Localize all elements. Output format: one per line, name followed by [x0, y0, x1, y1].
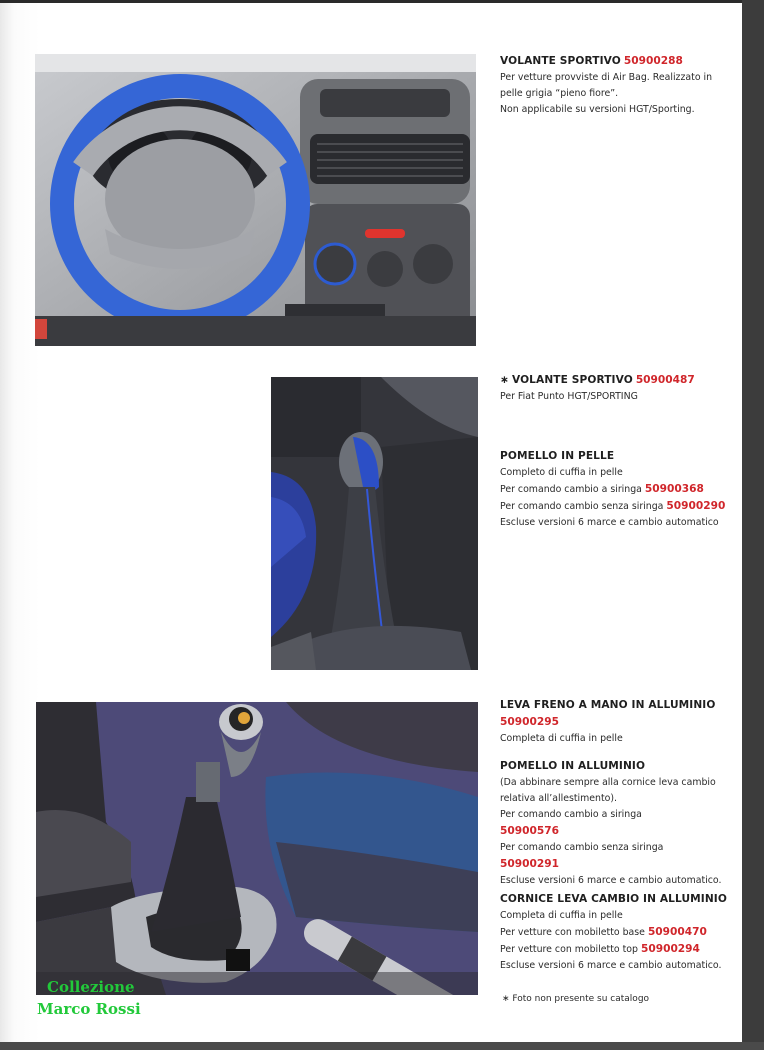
- product-description: pelle grigia “pieno fiore”.: [500, 88, 619, 99]
- variant-text: Per comando cambio senza siringa: [500, 501, 664, 512]
- product-note: Escluse versioni 6 marce e cambio automatico: [500, 517, 719, 528]
- variant-text: Per comando cambio a siringa: [500, 809, 642, 820]
- product-description: Per vetture provviste di Air Bag. Realizzato in: [500, 72, 713, 83]
- photo-aluminium-gear-knob: [36, 702, 478, 995]
- product-title: POMELLO IN PELLE: [500, 450, 615, 462]
- asterisk-marker: ∗: [500, 374, 509, 386]
- product-code: 50900295: [500, 716, 559, 728]
- product-code: 50900290: [666, 500, 726, 512]
- product-variant: [500, 481, 736, 498]
- product-description: Completa di cuffia in pelle: [500, 910, 623, 921]
- product-description: Per Fiat Punto HGT/SPORTING: [500, 391, 638, 402]
- product-description: Completa di cuffia in pelle: [500, 733, 623, 744]
- product-description: Non applicabile su versioni HGT/Sporting.: [500, 104, 695, 115]
- variant-text: Per vetture con mobiletto base: [500, 927, 645, 938]
- product-title: POMELLO IN ALLUMINIO: [500, 760, 646, 772]
- variant-text: Per vetture con mobiletto top: [500, 944, 638, 955]
- product-note: Escluse versioni 6 marce e cambio automatico.: [500, 875, 722, 886]
- product-code: 50900368: [644, 483, 704, 495]
- product-code: 50900576: [500, 825, 559, 837]
- product-code: 50900294: [640, 943, 700, 955]
- product-title: CORNICE LEVA CAMBIO IN ALLUMINIO: [500, 893, 727, 905]
- watermark-collezione: Collezione: [47, 978, 135, 996]
- product-note: Escluse versioni 6 marce e cambio automatico.: [500, 960, 722, 971]
- variant-text: Per comando cambio senza siringa: [500, 842, 664, 853]
- product-cornice-leva-cambio: [500, 891, 736, 974]
- product-title: VOLANTE SPORTIVO: [500, 55, 621, 67]
- watermark-marco-rossi: Marco Rossi: [37, 1000, 141, 1018]
- product-code: 50900470: [647, 926, 707, 938]
- product-volante-sportivo-airbag: [500, 55, 736, 118]
- product-description: Completo di cuffia in pelle: [500, 467, 623, 478]
- product-title: VOLANTE SPORTIVO: [511, 374, 633, 386]
- product-variant: [500, 498, 736, 515]
- product-code: 50900288: [623, 55, 683, 67]
- product-code: 50900291: [500, 858, 559, 870]
- photo-steering-wheel: [35, 54, 476, 346]
- scan-edge-bottom: [0, 1042, 764, 1050]
- photo-leather-gear-knob: [271, 377, 478, 670]
- product-leva-freno-a-mano: [500, 697, 736, 747]
- product-description: (Da abbinare sempre alla cornice leva cambio: [500, 777, 716, 788]
- product-variant: [500, 924, 736, 941]
- product-pomello-in-alluminio: [500, 758, 736, 889]
- scan-edge-top: [0, 0, 742, 3]
- product-title: LEVA FRENO A MANO IN ALLUMINIO: [500, 699, 716, 711]
- product-code: 50900487: [635, 374, 695, 386]
- footnote: ∗ Foto non presente su catalogo: [502, 994, 650, 1004]
- scan-edge-right: [742, 0, 764, 1050]
- product-volante-sportivo-hgt: [500, 372, 736, 405]
- variant-text: Per comando cambio a siringa: [500, 484, 642, 495]
- product-variant: [500, 941, 736, 958]
- product-description: relativa all’allestimento).: [500, 793, 618, 804]
- product-pomello-in-pelle: [500, 448, 736, 531]
